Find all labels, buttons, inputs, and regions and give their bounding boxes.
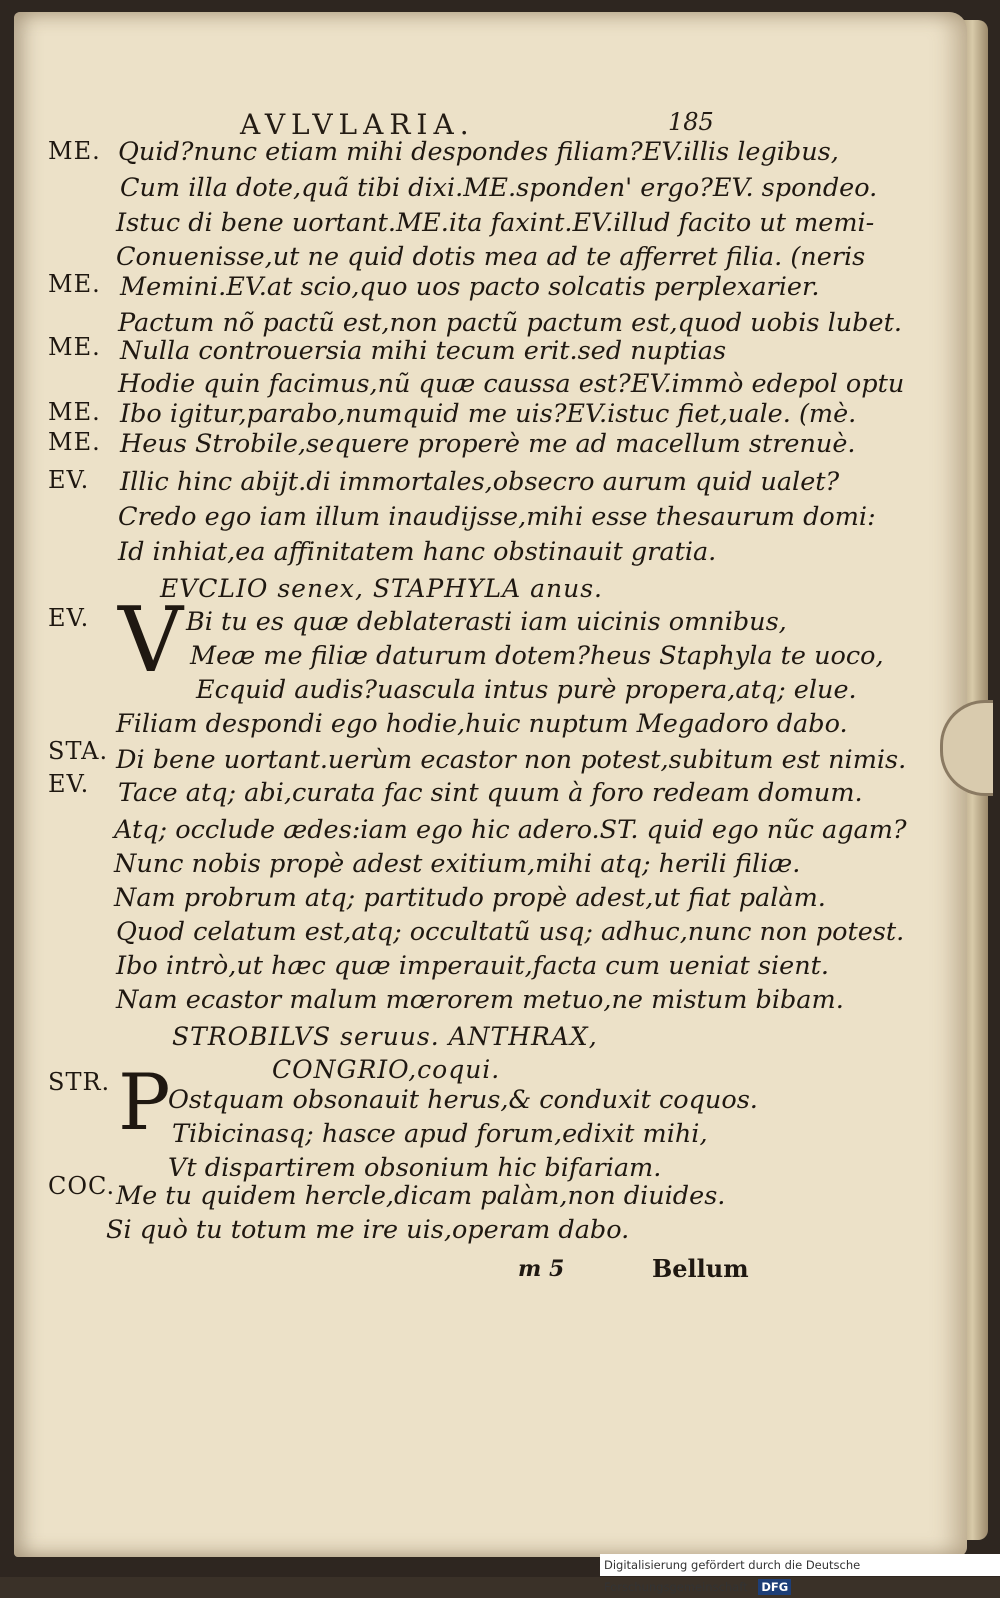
speaker-label: STR. xyxy=(48,1068,111,1096)
text-line: Di bene uortant.uerùm ecastor non potest,subitum est nimis. xyxy=(116,745,907,775)
text-line: Memini.EV.at scio,quo uos pacto solcatis perplexarier. xyxy=(120,272,820,302)
text-line: Nunc nobis propè adest exitium,mihi atq; herili filiæ. xyxy=(114,849,801,879)
text-line: Ibo intrò,ut hæc quæ imperauit,facta cum ueniat sient. xyxy=(116,951,830,981)
signature-mark: m 5 xyxy=(518,1256,565,1282)
speaker-label: ME. xyxy=(48,270,101,298)
speaker-label: ME. xyxy=(48,428,101,456)
text-line: Nam ecastor malum mœrorem metuo,ne mistum bibam. xyxy=(116,985,844,1015)
speaker-label: EV. xyxy=(48,770,90,798)
text-line: Bi tu es quæ deblaterasti iam uicinis omnibus, xyxy=(186,607,787,637)
text-line: Ecquid audis?uascula intus purè propera,atq; elue. xyxy=(196,675,857,705)
text-line: Tace atq; abi,curata fac sint quum à foro redeam domum. xyxy=(118,778,863,808)
text-line: Si quò tu totum me ire uis,operam dabo. xyxy=(106,1215,630,1245)
text-line: Quid?nunc etiam mihi despondes filiam?EV.illis legibus, xyxy=(118,137,839,167)
text-line: Conuenisse,ut ne quid dotis mea ad te afferret filia. (neris xyxy=(116,242,866,272)
speaker-label: COC. xyxy=(48,1172,116,1200)
drop-capital: P xyxy=(118,1058,171,1148)
speaker-label: ME. xyxy=(48,398,101,426)
page-number: 185 xyxy=(668,108,714,136)
text-line: Istuc di bene uortant.ME.ita faxint.EV.illud facito ut memi- xyxy=(116,208,875,238)
digitization-footer xyxy=(600,1554,1000,1594)
speaker-label: EV. xyxy=(48,466,90,494)
text-line: Nulla controuersia mihi tecum erit.sed nuptias xyxy=(120,336,727,366)
text-line: Quod celatum est,atq; occultatũ usq; adhuc,nunc non potest. xyxy=(116,917,905,947)
scene-heading: EVCLIO senex, STAPHYLA anus. xyxy=(160,574,603,603)
speaker-label: EV. xyxy=(48,604,90,632)
text-line: Me tu quidem hercle,dicam palàm,non diuides. xyxy=(116,1181,726,1211)
scene-heading: STROBILVS seruus. ANTHRAX, xyxy=(172,1022,598,1051)
text-line: Heus Strobile,sequere properè me ad macellum strenuè. xyxy=(120,429,856,459)
speaker-label: ME. xyxy=(48,333,101,361)
text-line: Meæ me filiæ daturum dotem?heus Staphyla te uoco, xyxy=(190,641,884,671)
text-line: Cum illa dote,quã tibi dixi.ME.sponden' ergo?EV. spondeo. xyxy=(120,173,878,203)
text-line: Credo ego iam illum inaudijsse,mihi esse thesaurum domi: xyxy=(118,502,876,532)
text-line: Tibicinasq; hasce apud forum,edixit mihi, xyxy=(172,1119,708,1149)
footer-text: Digitalisierung gefördert durch die Deutsche Forschungsgemeinschaft - xyxy=(604,1558,861,1594)
text-line: Id inhiat,ea affinitatem hanc obstinauit gratia. xyxy=(118,537,717,567)
running-head: AVLVLARIA. xyxy=(240,108,475,141)
text-line: Illic hinc abijt.di immortales,obsecro aurum quid ualet? xyxy=(120,467,840,497)
text-line: Ostquam obsonauit herus,& conduxit coquos. xyxy=(168,1085,758,1115)
text-line: Pactum nõ pactũ est,non pactũ pactum est,quod uobis lubet. xyxy=(118,308,902,338)
scene-heading: CONGRIO,coqui. xyxy=(272,1055,501,1084)
drop-capital: V xyxy=(118,588,183,693)
catchword: Bellum xyxy=(652,1254,749,1283)
speaker-label: ME. xyxy=(48,137,101,165)
text-line: Atq; occlude ædes:iam ego hic adero.ST. quid ego nũc agam? xyxy=(114,815,907,845)
text-line: Hodie quin facimus,nũ quæ caussa est?EV.immò edepol optu xyxy=(118,369,905,399)
text-line: Vt dispartirem obsonium hic bifariam. xyxy=(168,1153,662,1183)
text-line: Ibo igitur,parabo,numquid me uis?EV.istuc fiet,uale. (mè. xyxy=(120,399,857,429)
text-line: Filiam despondi ego hodie,huic nuptum Megadoro dabo. xyxy=(116,709,848,739)
text-line: Nam probrum atq; partitudo propè adest,ut fiat palàm. xyxy=(114,883,826,913)
speaker-label: STA. xyxy=(48,737,109,765)
dfg-logo: DFG xyxy=(758,1579,791,1595)
